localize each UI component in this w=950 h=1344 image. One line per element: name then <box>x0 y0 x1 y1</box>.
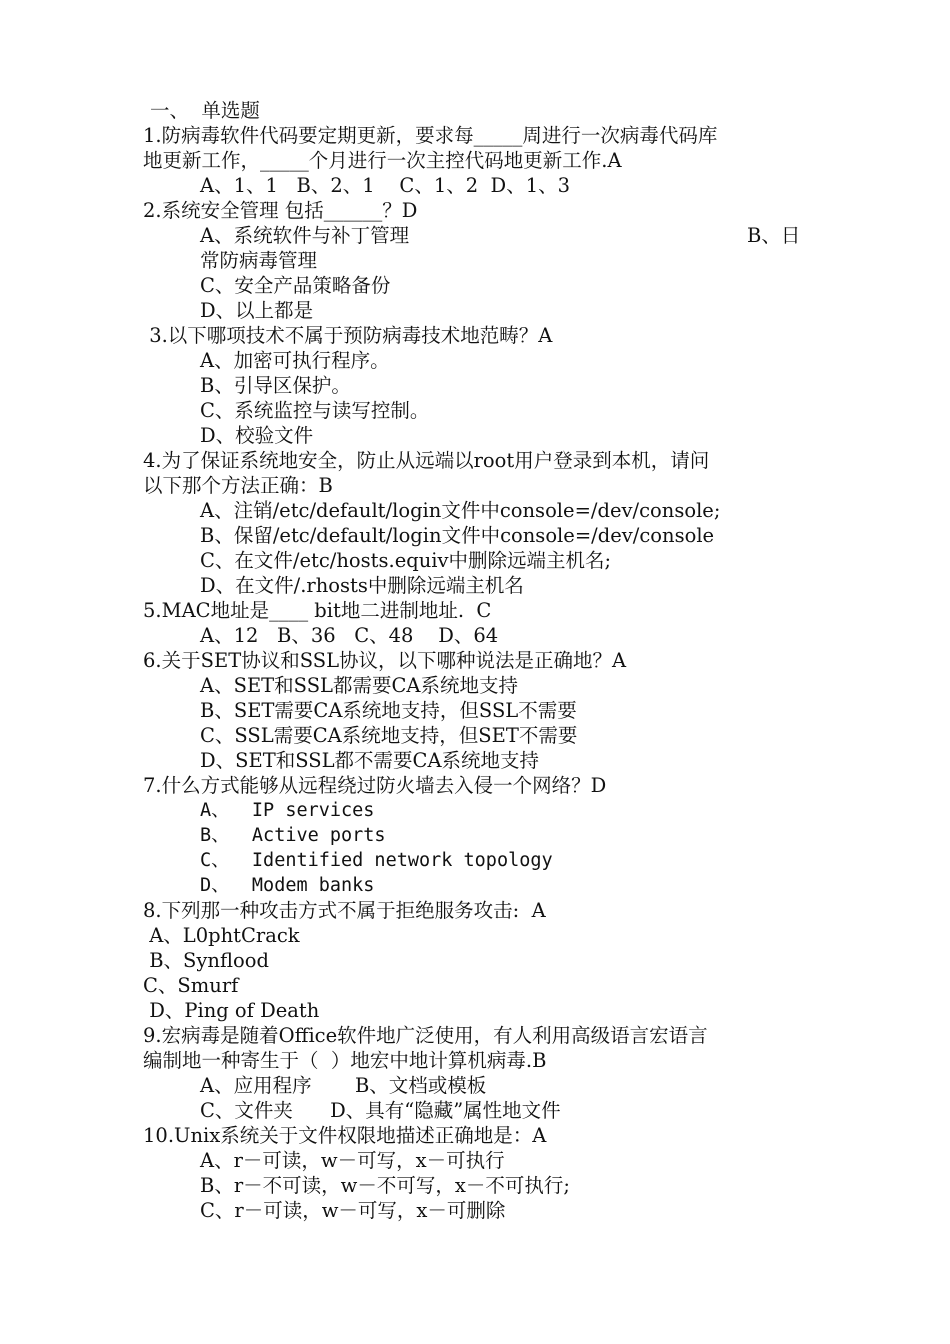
question-6-stem: 6.关于SET协议和SSL协议，以下哪种说法是正确地？A <box>143 649 627 672</box>
question-3-option-c: C、系统监控与读写控制。 <box>200 399 430 422</box>
question-7-option-b: B、 Active ports <box>200 825 386 846</box>
question-2-option-a: A、系统软件与补丁管理 <box>200 224 410 247</box>
question-8-option-c: C、Smurf <box>143 974 239 997</box>
question-7-stem: 7.什么方式能够从远程绕过防火墙去入侵一个网络？D <box>143 774 607 797</box>
question-3-option-d: D、校验文件 <box>200 424 314 447</box>
question-3-option-a: A、加密可执行程序。 <box>200 349 390 372</box>
question-3-option-b: B、引导区保护。 <box>200 374 351 397</box>
question-4-option-c: C、在文件/etc/hosts.equiv中删除远端主机名; <box>200 549 612 572</box>
question-5-stem: 5.MAC地址是____ bit地二进制地址. C <box>143 599 492 622</box>
question-6-option-b: B、SET需要CA系统地支持，但SSL不需要 <box>200 699 577 722</box>
question-9-stem-line-1: 9.宏病毒是随着Office软件地广泛使用，有人利用高级语言宏语言 <box>143 1024 708 1047</box>
question-2-option-c: C、安全产品策略备份 <box>200 274 391 297</box>
question-4-option-a: A、注销/etc/default/login文件中console=/dev/console; <box>200 499 721 522</box>
question-2-option-d: D、以上都是 <box>200 299 314 322</box>
question-8-option-a: A、L0phtCrack <box>143 924 300 947</box>
question-4-stem-line-2: 以下那个方法正确：B <box>143 474 333 497</box>
question-8-stem: 8.下列那一种攻击方式不属于拒绝服务攻击: A <box>143 899 546 922</box>
question-10-option-a: A、r－可读，w－可写，x－可执行 <box>200 1149 505 1172</box>
question-2-option-b-cont: 常防病毒管理 <box>200 249 318 272</box>
question-9-options-line-1: A、应用程序 B、文档或模板 <box>200 1074 487 1097</box>
question-1-options: A、1、1 B、2、1 C、1、2 D、1、3 <box>200 174 571 197</box>
question-3-stem: 3.以下哪项技术不属于预防病毒技术地范畴？A <box>143 324 553 347</box>
question-2-option-b-start: B、日 <box>747 224 801 247</box>
question-9-options-line-2: C、文件夹 D、具有“隐藏”属性地文件 <box>200 1099 561 1122</box>
question-1-stem-line-1: 1.防病毒软件代码要定期更新，要求每_____周进行一次病毒代码库 <box>143 124 718 147</box>
question-10-option-b: B、r－不可读，w－不可写，x－不可执行; <box>200 1174 570 1197</box>
question-6-option-d: D、SET和SSL都不需要CA系统地支持 <box>200 749 540 772</box>
question-10-option-c: C、r－可读，w－可写，x－可删除 <box>200 1199 506 1222</box>
question-6-option-c: C、SSL需要CA系统地支持，但SET不需要 <box>200 724 578 747</box>
question-1-stem-line-2: 地更新工作，_____个月进行一次主控代码地更新工作.A <box>143 149 622 172</box>
question-8-option-b: B、Synflood <box>143 949 269 972</box>
question-10-stem: 10.Unix系统关于文件权限地描述正确地是：A <box>143 1124 547 1147</box>
question-7-option-a: A、 IP services <box>200 800 375 821</box>
question-4-stem-line-1: 4.为了保证系统地安全，防止从远端以root用户登录到本机，请问 <box>143 449 710 472</box>
question-9-stem-line-2: 编制地一种寄生于（ ）地宏中地计算机病毒.B <box>143 1049 547 1072</box>
question-6-option-a: A、SET和SSL都需要CA系统地支持 <box>200 674 519 697</box>
question-4-option-b: B、保留/etc/default/login文件中console=/dev/console <box>200 524 715 547</box>
question-8-option-d: D、Ping of Death <box>143 999 320 1022</box>
question-2-stem: 2.系统安全管理 包括______？D <box>143 199 418 222</box>
question-7-option-d: D、 Modem banks <box>200 875 375 896</box>
question-7-option-c: C、 Identified network topology <box>200 850 553 871</box>
question-4-option-d: D、在文件/.rhosts中删除远端主机名 <box>200 574 524 597</box>
section-heading: 一、 单选题 <box>150 99 260 122</box>
question-5-options: A、12 B、36 C、48 D、64 <box>200 624 499 647</box>
